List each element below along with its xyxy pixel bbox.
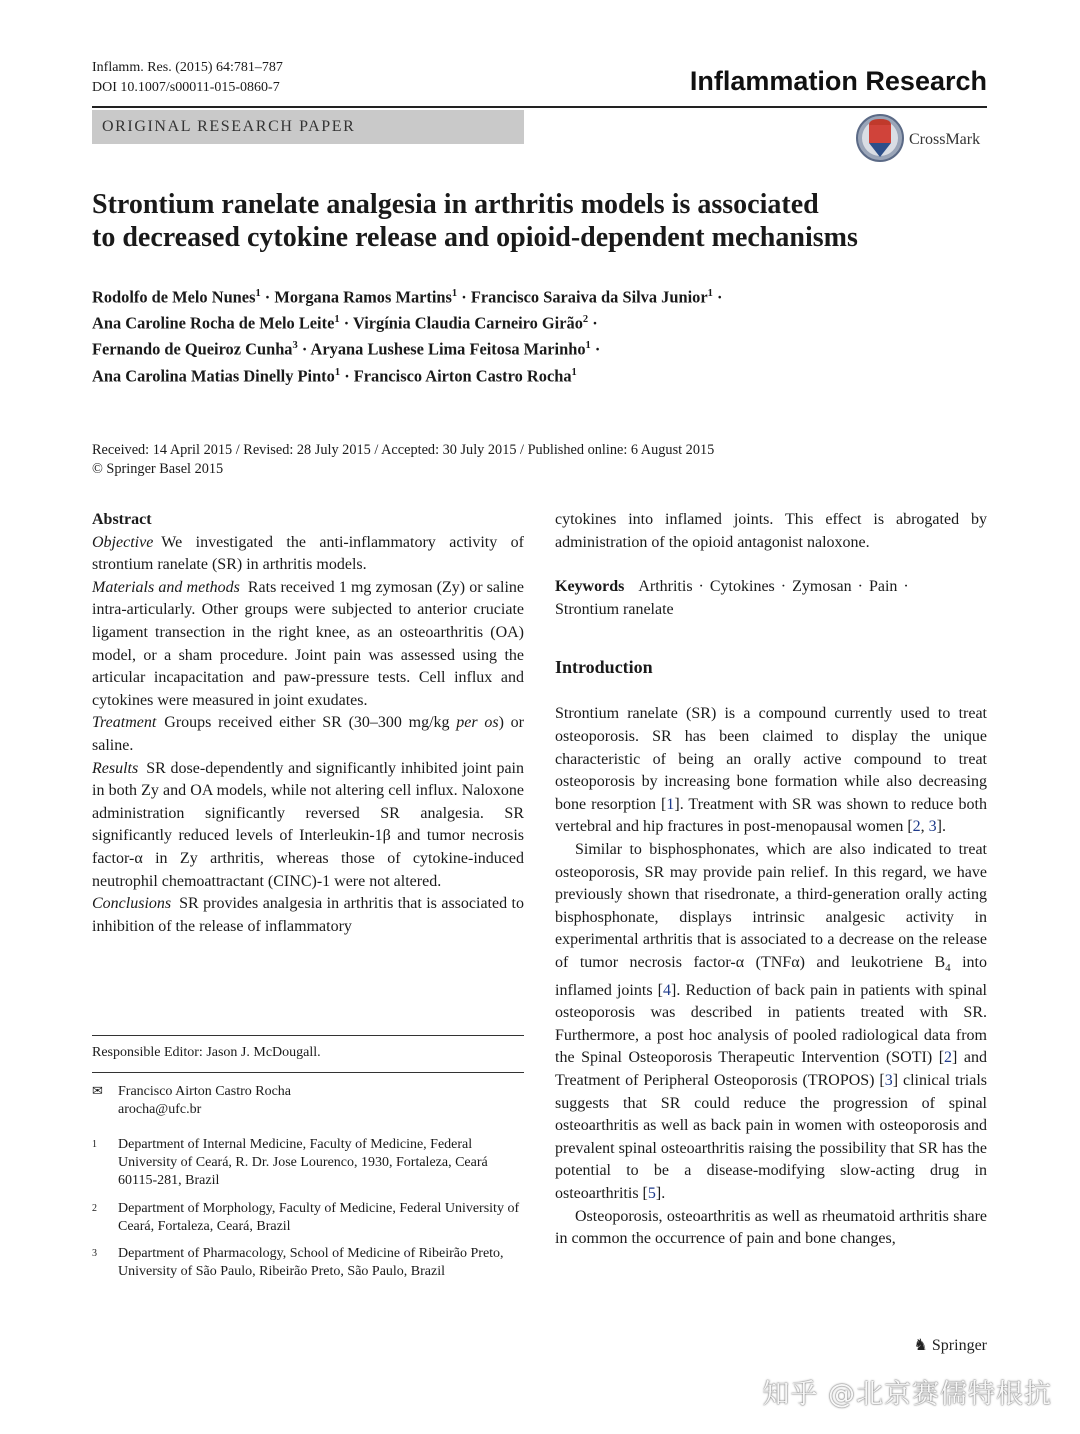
publication-dates xyxy=(92,441,714,478)
citation-link[interactable]: 3 xyxy=(928,818,937,836)
intro-text: ]. Reduction of back pain in patients with spinal osteoporosis was described in patients treated with SR. Furthermore, a post hoc analysis of pooled radiological data from the Spinal Osteoporosis Therapeutic Intervention (SOTI) [ xyxy=(555,981,987,1067)
author-affiliation: 1 xyxy=(451,288,458,299)
abstract-treatment xyxy=(92,712,524,757)
publisher-footer xyxy=(914,1335,987,1355)
author-affiliation: 2 xyxy=(582,314,589,326)
author-name: Fernando de Queiroz Cunha xyxy=(92,339,293,359)
keyword-separator: · xyxy=(857,578,863,596)
author-name: Aryana Lushese Lima Feitosa Marinho xyxy=(310,339,586,359)
corresponding-name: Francisco Airton Castro Rocha xyxy=(118,1084,292,1099)
crossmark-icon xyxy=(855,113,905,163)
author-list xyxy=(92,283,992,388)
intro-paragraph-1 xyxy=(555,703,987,839)
abstract-heading: Abstract xyxy=(92,511,152,528)
author-line-1: Rodolfo de Melo Nunes$^1$ · Morgana Ramos Martins$^1$ · Francisco Saraiva da Silva Junior$^1$ · xyxy=(92,287,723,307)
treatment-label: Treatment xyxy=(92,714,157,732)
citation-link[interactable]: 1 xyxy=(666,795,675,813)
affiliation-number: 2 xyxy=(92,1203,97,1214)
abstract-objective xyxy=(92,532,524,577)
intro-text: ] clinical trials suggests that SR could reduce the progression of spinal osteoarthritis as well as back pain in women with osteoporosis and prevalent spinal osteoarthritis raising the possibility that SR has the potential to be a disease-modifying slow-acting drug in osteoarthritis [ xyxy=(555,1072,987,1203)
journal-name: Inflammation Research xyxy=(689,66,987,96)
author-affiliation: 3 xyxy=(292,340,298,352)
corresponding-author xyxy=(92,1082,291,1119)
paper-type-banner xyxy=(92,110,524,144)
citation-link[interactable]: 2 xyxy=(912,818,921,836)
methods-label: Materials and methods xyxy=(92,578,240,596)
subscript: 4 xyxy=(945,962,951,975)
author-affiliation: 1 xyxy=(707,288,713,299)
intro-text: ]. xyxy=(936,818,946,836)
citation-link[interactable]: 2 xyxy=(944,1049,953,1067)
treatment-per-os: per os xyxy=(456,714,499,732)
author-name: Ana Carolina Matias Dinelly Pinto xyxy=(92,365,335,385)
corresponding-email[interactable]: arocha@ufc.br xyxy=(118,1102,202,1117)
affiliation-number: 1 xyxy=(92,1139,97,1150)
objective-text: We investigated the anti-inflammatory activity of strontium ranelate (SR) in arthritis models. xyxy=(92,533,524,574)
intro-text: ]. xyxy=(655,1185,666,1203)
title-line-1: Strontium ranelate analgesia in arthritis models is associated xyxy=(92,189,819,220)
intro-text: Strontium ranelate (SR) is a compound currently used to treat osteoporosis. SR has been claimed to display the unique characteristic of being an orally active compound to treat osteoporosis by increasing bone formation while also decreasing bone resorption [ xyxy=(555,705,987,813)
watermark: 知乎 @北京赛儒特根抗 xyxy=(762,1379,1052,1410)
crossmark-label: CrossMark xyxy=(909,131,981,148)
publisher-name: Springer xyxy=(931,1337,987,1354)
affiliation-text: Department of Morphology, Faculty of Medicine, Federal University of Ceará, Fortaleza, Ceará, Brazil xyxy=(118,1201,520,1234)
intro-text: ] and Treatment of Peripheral Osteoporosis (TROPOS) [ xyxy=(555,1049,987,1090)
intro-text: Similar to bisphosphonates, which are also indicated to treat osteoporosis, SR may provide pain relief. In this regard, we have previously shown that risedronate, a third-generation orally acting bisphosphonate, displays intrinsic analgesic activity in experimental arthritis that is associated to a decrease on the release of tumor necrosis factor-α (TNFα) and leukotriene B xyxy=(555,840,987,971)
intro-text: , xyxy=(920,818,929,836)
author-name: Morgana Ramos Martins xyxy=(274,287,452,307)
keyword: Arthritis xyxy=(638,578,693,596)
objective-label: Objective xyxy=(92,533,154,551)
affiliation-text: Department of Internal Medicine, Faculty of Medicine, Federal University of Ceará, R. Dr. Jose Lourenco, 1930, Fortaleza, Ceará 60115-281, Brazil xyxy=(118,1137,488,1188)
affiliation-2 xyxy=(92,1200,524,1236)
citation: Inflamm. Res. (2015) 64:781–787 xyxy=(92,60,283,75)
treatment-text-end: ) or saline. xyxy=(92,714,525,754)
abstract-conclusions xyxy=(92,893,524,938)
footnote-divider xyxy=(92,1035,524,1036)
keyword-separator: · xyxy=(903,578,909,596)
responsible-editor: Responsible Editor: Jason J. McDougall. xyxy=(92,1045,321,1060)
envelope-icon: ✉ xyxy=(92,1083,103,1098)
citation-link[interactable]: 3 xyxy=(884,1072,893,1090)
abstract-section xyxy=(92,509,524,938)
abstract-methods xyxy=(92,577,524,713)
intro-paragraph-3: Osteoporosis, osteoarthritis as well as rheumatoid arthritis share in common the occurrence of pain and bone changes, xyxy=(555,1207,987,1248)
author-affiliation: 1 xyxy=(571,366,577,378)
author-name: Ana Caroline Rocha de Melo Leite xyxy=(92,313,335,333)
dates-line: Received: 14 April 2015 / Revised: 28 July 2015 / Accepted: 30 July 2015 / Published online: 6 August 2015 xyxy=(92,442,715,458)
footnote-divider xyxy=(92,1072,524,1073)
author-affiliation: 1 xyxy=(334,314,340,326)
author-affiliation: 1 xyxy=(585,340,591,352)
methods-text: Rats received 1 mg zymosan (Zy) or saline intra-articularly. Other groups were subjected to anterior cruciate ligament transection in the right knee, as an osteoarthritis (OA) model, or a sham procedure. Joint pain was assessed using the articular incapacitation and paw-pressure tests. Cell influx and cytokines were measured in joint exudates. xyxy=(92,578,525,709)
abstract-conclusions-continued: cytokines into inflamed joints. This effect is abrogated by administration of the opioid antagonist naloxone. xyxy=(555,511,987,551)
springer-horse-icon: ♞ xyxy=(913,1337,928,1354)
intro-text: into inflamed joints [ xyxy=(555,953,988,999)
author-name: Virgínia Claudia Carneiro Girão xyxy=(352,313,583,333)
affiliation-3 xyxy=(92,1245,524,1281)
keyword: Pain xyxy=(868,578,898,596)
keyword: Strontium ranelate xyxy=(555,600,674,618)
header-divider xyxy=(92,106,987,108)
affiliation-1 xyxy=(92,1136,524,1190)
author-line-3: Fernando de Queiroz Cunha$^3$ · Aryana Lushese Lima Feitosa Marinho$^1$ · xyxy=(92,339,601,359)
abstract-results xyxy=(92,758,524,894)
affiliation-text: Department of Pharmacology, School of Medicine of Ribeirão Preto, University of São Paulo, Ribeirão Preto, São Paulo, Brazil xyxy=(118,1246,504,1279)
right-column xyxy=(555,509,987,1251)
keywords xyxy=(555,576,987,621)
keyword: Zymosan xyxy=(792,578,852,596)
author-name: Francisco Saraiva da Silva Junior xyxy=(470,287,708,307)
author-affiliation: 1 xyxy=(255,288,261,299)
author-line-2: Ana Caroline Rocha de Melo Leite$^1$ · Virgínia Claudia Carneiro Girão$^2$ · xyxy=(92,313,598,333)
conclusions-text: SR provides analgesia in arthritis that is associated to inhibition of the release of inflammatory xyxy=(92,895,524,935)
author-name: Francisco Airton Castro Rocha xyxy=(353,365,572,385)
keywords-heading: Keywords xyxy=(555,578,625,596)
conclusions-label: Conclusions xyxy=(92,895,172,913)
author-line-4: Ana Carolina Matias Dinelly Pinto$^1$ · Francisco Airton Castro Rocha$^1$ xyxy=(92,365,577,385)
citation-link[interactable]: 5 xyxy=(647,1185,656,1203)
treatment-text: Groups received either SR (30–300 mg/kg xyxy=(164,714,450,732)
doi: DOI 10.1007/s00011-015-0860-7 xyxy=(92,80,280,95)
keyword: Cytokines xyxy=(709,578,775,596)
citation-link[interactable]: 4 xyxy=(663,981,671,999)
intro-paragraph-2 xyxy=(555,839,987,1206)
results-text: SR dose-dependently and significantly inhibited joint pain in both Zy and OA models, while not altering cell influx. Naloxone administration significantly reversed SR analgesia. SR significantly reduced levels of Interleukin-1β and tumor necrosis factor-α in Zy arthritis, whereas those of cytokine-induced neutrophil chemoattractant (CINC)-1 were not altered. xyxy=(92,759,524,890)
title-line-2: to decreased cytokine release and opioid-dependent mechanisms xyxy=(92,222,858,253)
affiliation-number: 3 xyxy=(92,1248,97,1259)
keyword-separator: · xyxy=(698,578,704,596)
introduction-heading: Introduction xyxy=(555,657,653,678)
paper-type-label: ORIGINAL RESEARCH PAPER xyxy=(102,118,356,135)
intro-text: ]. Treatment with SR was shown to reduce both vertebral and hip fractures in post-menopausal women [ xyxy=(555,795,987,836)
copyright: © Springer Basel 2015 xyxy=(92,460,224,477)
keyword-separator: · xyxy=(780,578,787,596)
paper-title xyxy=(92,188,992,254)
journal-citation-block xyxy=(92,58,283,98)
author-affiliation: 1 xyxy=(334,366,341,378)
crossmark-badge[interactable] xyxy=(855,113,995,165)
results-label: Results xyxy=(92,759,139,777)
author-name: Rodolfo de Melo Nunes xyxy=(92,287,256,307)
